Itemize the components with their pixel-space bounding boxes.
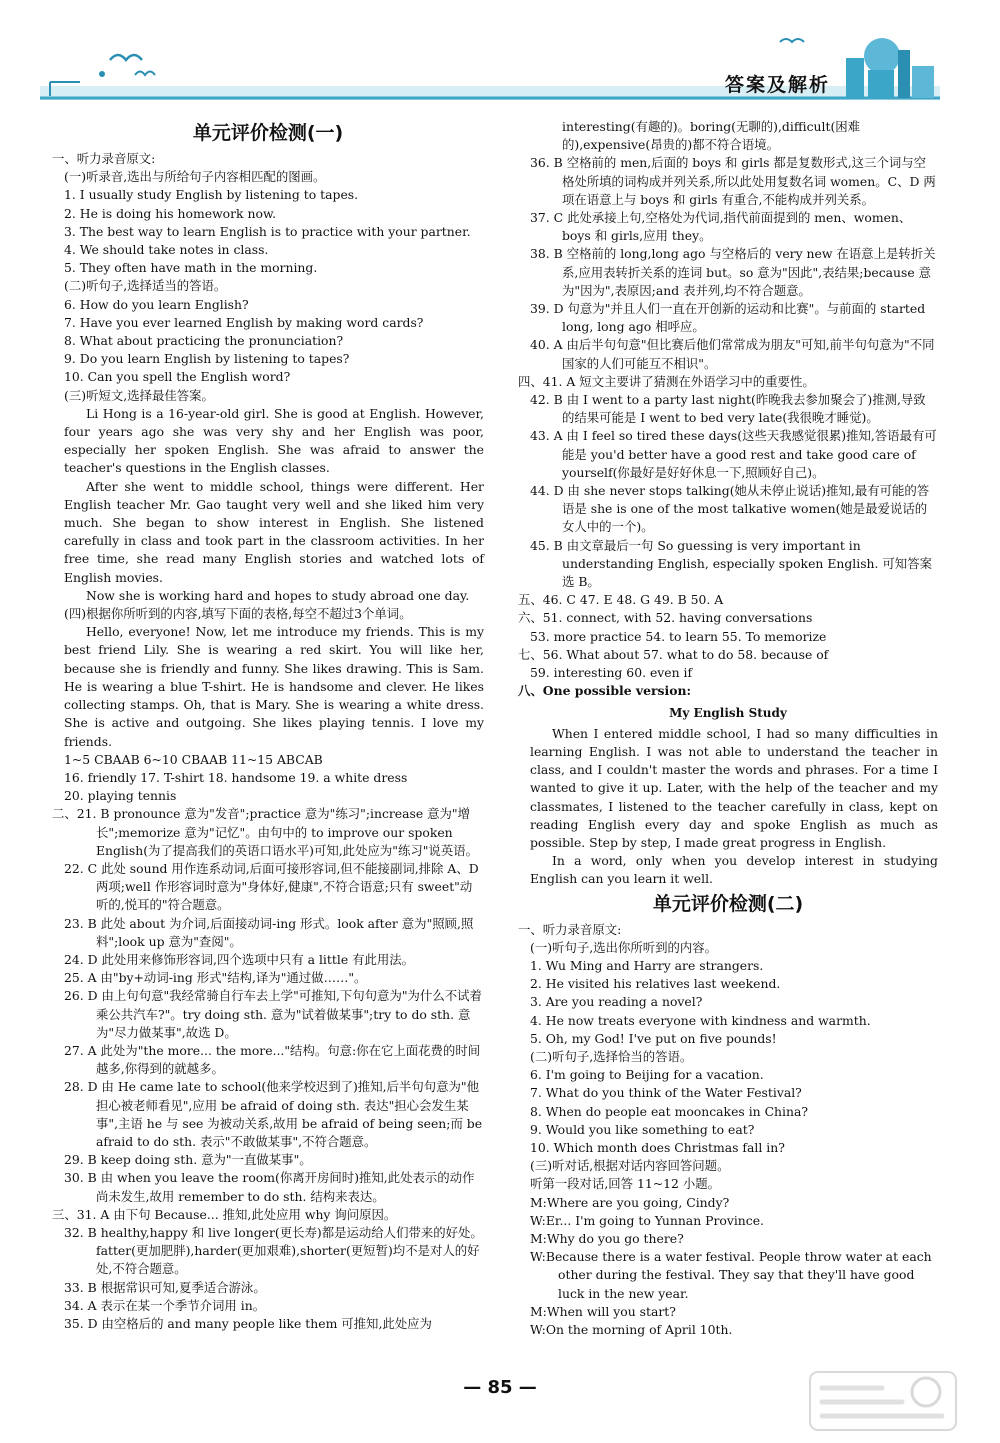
transcript-line: 6. I'm going to Beijing for a vacation. bbox=[530, 1067, 764, 1083]
dialogue-line: M:When will you start? bbox=[530, 1303, 676, 1319]
passage-paragraph: After she went to middle school, things were different. Her English teacher Mr. Gao taught very well and she liked him very much. She began to show interest in English. She listened carefully in class and took part in the classroom activities. In her free time, she read many English stories and watched lots of English movies. bbox=[64, 478, 484, 585]
section-title-1: 单元评价检测(一) bbox=[192, 122, 344, 144]
explanation-item: 28. D 由 He came late to school(他来学校迟到了)推知,后半句句意为"他担心被老师看见",应用 be afraid of doing sth. 表达"担心会发生某事",主语 he 与 see 为被动关系,故用 be afraid of being seen;而 be afraid to do sth. 表示"不敢做某事",不符合题意。 bbox=[64, 1079, 483, 1149]
explanation-item: 26. D 由上句句意"我经常骑自行车去上学"可推知,下句句意为"为什么不试着乘公共汽车?"。try doing sth. 意为"试着做某事";try to do sth. 意为"尽力做某事",故选 D。 bbox=[64, 988, 482, 1040]
transcript-line: 1. Wu Ming and Harry are strangers. bbox=[530, 957, 764, 973]
transcript-line: 3. Are you reading a novel? bbox=[530, 994, 703, 1010]
explanation-item: 三、31. A 由下句 Because... 推知,此处应用 why 询问原因。 bbox=[52, 1206, 397, 1222]
explanation-item: 29. B keep doing sth. 意为"一直做某事"。 bbox=[64, 1152, 312, 1168]
answer-line: 1~5 CBAAB 6~10 CBAAB 11~15 ABCAB bbox=[64, 751, 323, 767]
transcript-line: 5. Oh, my God! I've put on five pounds! bbox=[530, 1030, 777, 1046]
explanation-item: 30. B 由 when you leave the room(你离开房间时)推知,此处表示的动作尚未发生,故用 remember to do sth. 结构来表达。 bbox=[64, 1170, 475, 1204]
explanation-item: 四、41. A 短文主要讲了猜测在外语学习中的重要性。 bbox=[518, 373, 815, 389]
explanation-item: 37. C 此处承接上句,空格处为代词,指代前面提到的 men、women、boys 和 girls,应用 they。 bbox=[530, 210, 912, 244]
explanation-item: 二、21. B pronounce 意为"发音";practice 意为"练习";increase 意为"增长";memorize 意为"记忆"。由句中的 to improve our spoken English(为了提高我们的英语口语水平)可知,此处应为"练习"说英语。 bbox=[52, 806, 478, 858]
part-heading: (二)听句子,选择恰当的答语。 bbox=[530, 1048, 693, 1064]
explanation-item: 33. B 根据常识可知,夏季适合游泳。 bbox=[64, 1279, 266, 1295]
dialogue-line: W:On the morning of April 10th. bbox=[530, 1322, 733, 1337]
explanation-item: 27. A 此处为"the more... the more..."结构。句意:你在它上面花费的时间越多,你得到的就越多。 bbox=[64, 1042, 481, 1077]
transcript-line: 8. What about practicing the pronunciation? bbox=[64, 333, 344, 349]
explanation-item: 34. A 表示在某一个季节介词用 in。 bbox=[64, 1297, 266, 1313]
transcript-line: 3. The best way to learn English is to practice with your partner. bbox=[64, 223, 471, 239]
answer-line: 七、56. What about 57. what to do 58. because of bbox=[518, 646, 829, 662]
transcript-line: 6. How do you learn English? bbox=[64, 296, 249, 312]
essay-paragraph: In a word, only when you develop interest in studying English can you learn it well. bbox=[530, 853, 938, 887]
transcript-line: 2. He visited his relatives last weekend. bbox=[530, 976, 781, 992]
answer-line: 59. interesting 60. even if bbox=[530, 665, 693, 681]
writing-heading: 八、One possible version: bbox=[518, 683, 692, 699]
left-column bbox=[52, 118, 484, 1333]
tower-icon bbox=[898, 50, 910, 98]
explanation-item: 38. B 空格前的 long,long ago 与空格后的 very new 在语意上是转折关系,应用表转折关系的连词 but。so 意为"因此",表结果;because 意为"因为",表原因;and 表并列,均不符合题意。 bbox=[530, 246, 936, 298]
transcript-line: 9. Do you learn English by listening to tapes? bbox=[64, 351, 350, 367]
header-title: 答案及解析 bbox=[724, 74, 830, 96]
explanation-item: 45. B 由文章最后一句 So guessing is very important in understanding English, especially spoken English. 可知答案选 B。 bbox=[530, 537, 932, 590]
building-icon bbox=[868, 70, 894, 98]
building-icon bbox=[846, 58, 864, 98]
answer-line: 五、46. C 47. E 48. G 49. B 50. A bbox=[518, 592, 724, 608]
explanation-item: 42. B 由 I went to a party last night(昨晚我去参加聚会了)推测,导致的结果可能是 I went to bed very late(我很晚才睡觉)。 bbox=[530, 392, 926, 426]
explanation-item: 43. A 由 I feel so tired these days(这些天我感觉很累)推知,答语最有可能是 you'd better have a good rest and take good care of yourself(你最好是好好休息一下,照顾好自己)。 bbox=[530, 428, 937, 480]
page-number: — 85 — bbox=[463, 1377, 537, 1398]
part-heading: (一)听录音,选出与所给句子内容相匹配的图画。 bbox=[64, 169, 326, 185]
transcript-line: 4. He now treats everyone with kindness and warmth. bbox=[530, 1012, 871, 1028]
bird-icon bbox=[110, 55, 142, 60]
transcript-line: 7. What do you think of the Water Festival? bbox=[530, 1085, 802, 1101]
part-heading: (四)根据你所听到的内容,填写下面的表格,每空不超过3个单词。 bbox=[64, 606, 412, 622]
part-heading: (二)听句子,选择适当的答语。 bbox=[64, 278, 227, 294]
header-banner bbox=[40, 30, 940, 100]
section-title-2: 单元评价检测(二) bbox=[652, 892, 804, 915]
transcript-line: 5. They often have math in the morning. bbox=[64, 260, 318, 276]
part-heading: (一)听句子,选出你所听到的内容。 bbox=[530, 939, 718, 955]
part-heading: 听第一段对话,回答 11~12 小题。 bbox=[530, 1176, 721, 1192]
passage-paragraph: Now she is working hard and hopes to study abroad one day. bbox=[86, 587, 470, 603]
bird-icon bbox=[135, 72, 155, 76]
transcript-line: 10. Can you spell the English word? bbox=[64, 369, 291, 385]
building-icon bbox=[912, 66, 934, 98]
transcript-line: 1. I usually study English by listening to tapes. bbox=[64, 187, 359, 203]
watermark-logo-icon bbox=[808, 1370, 958, 1432]
explanation-item: 35. D 由空格后的 and many people like them 可推知,此处应为 bbox=[64, 1316, 432, 1331]
listening-heading: 一、听力录音原文: bbox=[518, 921, 622, 937]
dialogue-line: W:Er... I'm going to Yunnan Province. bbox=[530, 1212, 764, 1228]
explanation-item: 40. A 由后半句句意"但比赛后他们常常成为朋友"可知,前半句句意为"不同国家的人们可能互不相识"。 bbox=[530, 337, 935, 371]
transcript-line: 7. Have you ever learned English by making word cards? bbox=[64, 314, 424, 330]
sun-icon bbox=[864, 38, 900, 74]
answer-line: 20. playing tennis bbox=[64, 788, 177, 804]
explanation-continuation: interesting(有趣的)。boring(无聊的),difficult(困难的),expensive(昂贵的)都不符合语境。 bbox=[562, 119, 861, 153]
essay-title: My English Study bbox=[669, 705, 787, 720]
transcript-line: 2. He is doing his homework now. bbox=[64, 205, 277, 221]
explanation-item: 24. D 此处用来修饰形容词,四个选项中只有 a little 有此用法。 bbox=[64, 951, 415, 967]
dialogue-line: M:Where are you going, Cindy? bbox=[530, 1194, 730, 1210]
explanation-item: 22. C 此处 sound 用作连系动词,后面可接形容词,但不能接副词,排除 A、D 两项;well 作形容词时意为"身体好,健康",不符合语意;只有 sweet"动听的,悦耳的"符合题意。 bbox=[64, 860, 479, 913]
dialogue-line: W:Because there is a water festival. People throw water at each other during the festival. They say that they'll have good luck in the new year. bbox=[530, 1249, 932, 1301]
part-heading: (三)听短文,选择最佳答案。 bbox=[64, 387, 214, 403]
explanation-item: 23. B 此处 about 为介词,后面接动词-ing 形式。look after 意为"照顾,照料";look up 意为"查阅"。 bbox=[64, 915, 474, 949]
answer-line: 16. friendly 17. T-shirt 18. handsome 19. a white dress bbox=[64, 769, 408, 785]
bird-icon bbox=[780, 39, 804, 42]
transcript-line: 8. When do people eat mooncakes in China? bbox=[530, 1103, 809, 1119]
explanation-item: 25. A 由"by+动词-ing 形式"结构,译为"通过做……"。 bbox=[64, 970, 367, 986]
transcript-line: 9. Would you like something to eat? bbox=[530, 1121, 755, 1137]
explanation-item: 32. B healthy,happy 和 live longer(更长寿)都是运动给人们带来的好处。fatter(更加肥胖),harder(更加艰难),shorter(更短暂)均不是对人的好处,不符合题意。 bbox=[64, 1224, 483, 1277]
explanation-item: 44. D 由 she never stops talking(她从未停止说话)推知,最有可能的答语是 she is one of the most talkative women(她是最爱说话的女人中的一个)。 bbox=[530, 483, 930, 535]
explanation-item: 36. B 空格前的 men,后面的 boys 和 girls 都是复数形式,这三个词与空格处所填的词构成并列关系,所以此处用复数名词 women。C、D 两项在语意上与 boys 和 girls 有重合,不能构成并列关系。 bbox=[530, 155, 936, 207]
transcript-line: 10. Which month does Christmas fall in? bbox=[530, 1139, 785, 1155]
passage-paragraph: Hello, everyone! Now, let me introduce my friends. This is my best friend Lily. She is wearing a red skirt. You will like her, because she is friendly and funny. She likes drawing. This is Sam. He is wearing a blue T-shirt. He is handsome and clever. He likes collecting stamps. Oh, that is Mary. She is wearing a white dress. She is active and outgoing. She likes playing tennis. I love my friends. bbox=[64, 624, 484, 749]
explanation-item: 39. D 句意为"并且人们一直在开创新的运动和比赛"。与前面的 started long, long ago 相呼应。 bbox=[530, 301, 926, 335]
right-column bbox=[518, 118, 938, 1339]
part-heading: (三)听对话,根据对话内容回答问题。 bbox=[530, 1158, 730, 1174]
passage-paragraph: Li Hong is a 16-year-old girl. She is good at English. However, four years ago she was very shy and her English was poor, especially her spoken English. She was afraid to answer the teacher's questions in the English classes. bbox=[64, 405, 484, 476]
listening-heading: 一、听力录音原文: bbox=[52, 151, 156, 166]
dialogue-line: M:Why do you go there? bbox=[530, 1230, 684, 1246]
answer-line: 53. more practice 54. to learn 55. To memorize bbox=[530, 628, 827, 644]
transcript-line: 4. We should take notes in class. bbox=[64, 242, 269, 258]
answer-line: 六、51. connect, with 52. having conversations bbox=[518, 610, 813, 626]
essay-paragraph: When I entered middle school, I had so many difficulties in learning English. I was not able to understand the teacher in class, and I couldn't master the words and phrases. For a time I wanted to give it up. Later, with the help of the teacher and my classmates, I listened to the teacher carefully in class, kept on reading English every day and spoke English as much as possible. Step by step, I made great progress in English. bbox=[530, 725, 938, 850]
